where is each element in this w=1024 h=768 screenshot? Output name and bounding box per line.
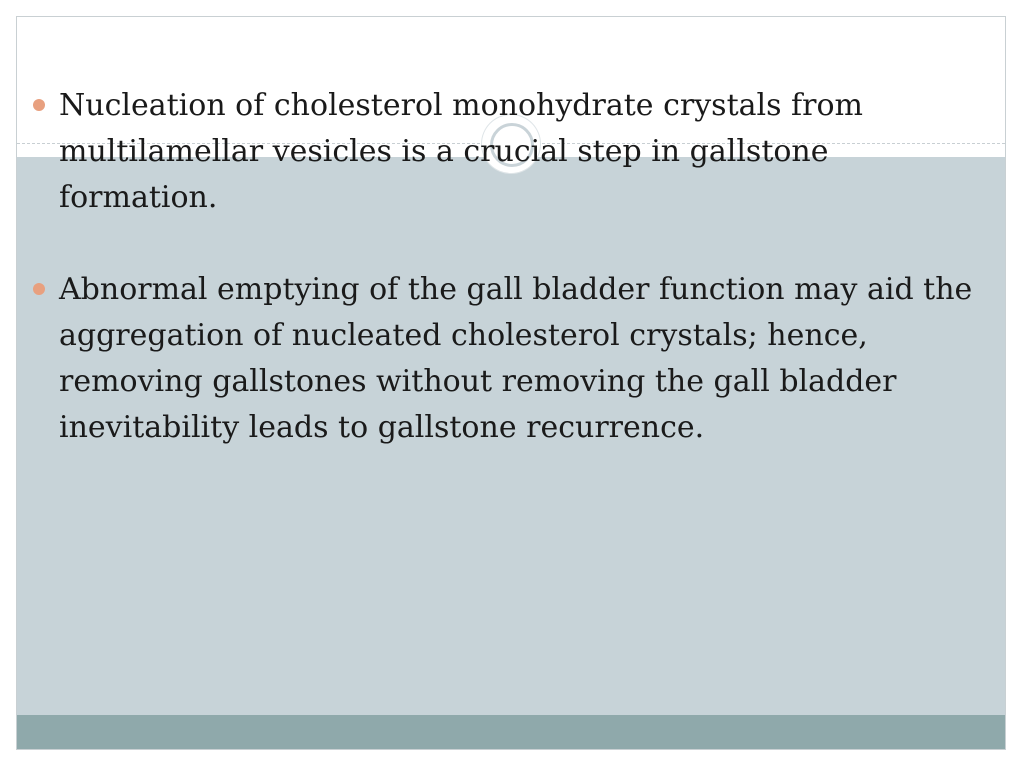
bullet-item-gall-bladder [31, 267, 991, 451]
bullet-dot-icon [33, 283, 45, 295]
bullet-dot-icon [33, 99, 45, 111]
slide [16, 16, 1006, 750]
bullet-text: Nucleation of cholesterol monohydrate crystals from multilamellar vesicles is a crucial step in gallstone formation. [59, 88, 863, 215]
bullet-list [31, 83, 991, 497]
bullet-text: Abnormal emptying of the gall bladder function may aid the aggregation of nucleated cholesterol crystals; hence, removing gallstones without removing the gall bladder inevitability leads to gallstone recurrence. [59, 272, 973, 445]
footer-band [17, 715, 1005, 749]
bullet-item-nucleation [31, 83, 991, 221]
